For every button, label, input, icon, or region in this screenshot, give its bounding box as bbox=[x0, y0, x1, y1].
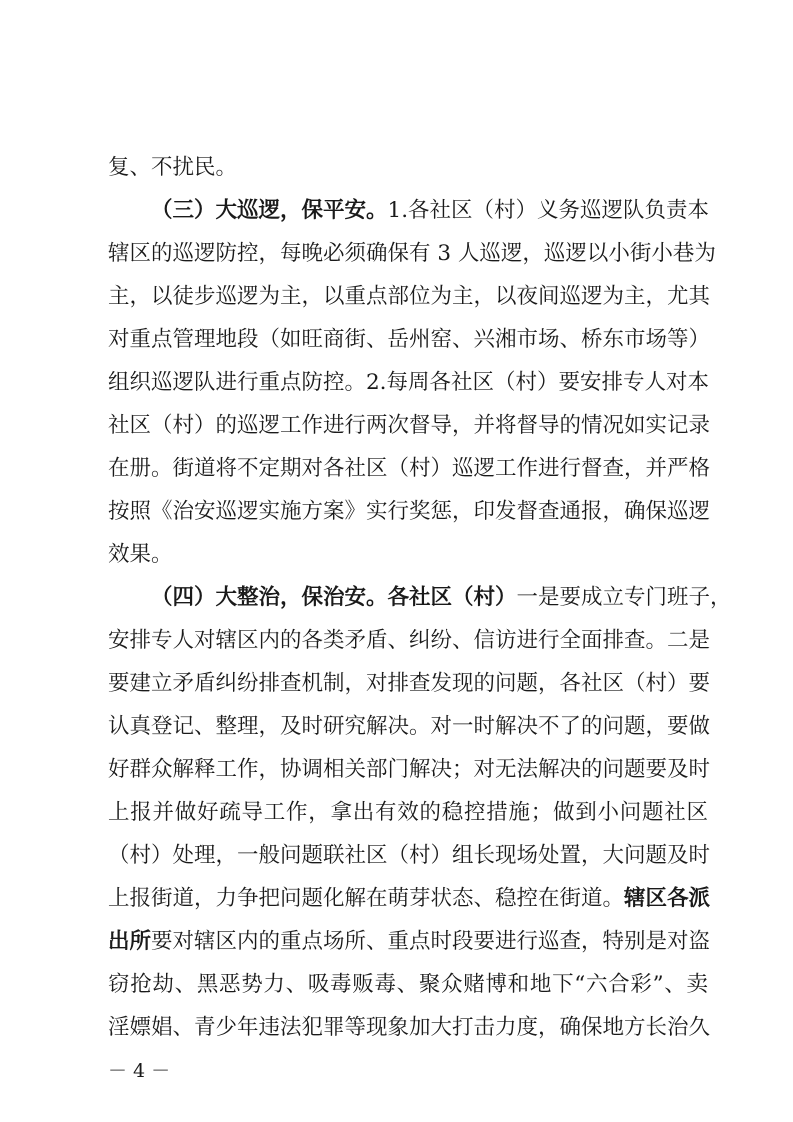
bold-phrase: 出所 bbox=[108, 929, 152, 954]
paragraph-line bbox=[108, 363, 708, 403]
section-4-heading: （四）大整治，保治安。各社区（村） bbox=[151, 585, 517, 610]
line-text: 组织巡逻队进行重点防控。2.每周各社区（村）要安排专人对本 bbox=[108, 370, 710, 395]
paragraph-line bbox=[108, 965, 708, 1005]
section-3-heading: （三）大巡逻，保平安。 bbox=[151, 198, 388, 223]
line-text: 上报街道，力争把问题化解在萌芽状态、稳控在街道。 bbox=[108, 886, 625, 911]
paragraph-line bbox=[108, 535, 708, 575]
line-text: 淫嫖娼、青少年违法犯罪等现象加大打击力度，确保地方长治久 bbox=[108, 1015, 711, 1040]
paragraph-line bbox=[108, 406, 711, 446]
paragraph-line bbox=[108, 707, 711, 747]
paragraph-line bbox=[108, 922, 711, 962]
bold-phrase: 辖区各派 bbox=[624, 886, 711, 911]
line-text: 认真登记、整理，及时研究解决。对一时解决不了的问题，要做 bbox=[108, 714, 711, 739]
line-text: 在册。街道将不定期对各社区（村）巡逻工作进行督查，并严格 bbox=[108, 456, 711, 481]
line-text: 效果。 bbox=[108, 542, 173, 567]
paragraph-line bbox=[108, 793, 708, 833]
line-text: 好群众解释工作，协调相关部门解决；对无法解决的问题要及时 bbox=[108, 757, 711, 782]
line-text: 按照《治安巡逻实施方案》实行奖惩，印发督查通报，确保巡逻 bbox=[108, 499, 711, 524]
section-3-first-line bbox=[151, 191, 708, 231]
paragraph-line bbox=[108, 234, 716, 274]
paragraph-line bbox=[108, 836, 711, 876]
line-text: 安排专人对辖区内的各类矛盾、纠纷、信访进行全面排查。二是 bbox=[108, 628, 711, 653]
paragraph-line bbox=[108, 148, 708, 188]
line-text: 社区（村）的巡逻工作进行两次督导，并将督导的情况如实记录 bbox=[108, 413, 711, 438]
line-text: （村）处理，一般问题联社区（村）组长现场处置，大问题及时 bbox=[108, 843, 711, 868]
paragraph-line bbox=[108, 621, 711, 661]
paragraph-line bbox=[108, 1008, 711, 1048]
line-text: 主，以徒步巡逻为主，以重点部位为主，以夜间巡逻为主，尤其 bbox=[108, 284, 711, 309]
paragraph-line bbox=[108, 750, 711, 790]
paragraph-line bbox=[108, 320, 711, 360]
line-text: 上报并做好疏导工作，拿出有效的稳控措施；做到小问题社区 bbox=[108, 800, 708, 825]
paragraph-line bbox=[108, 449, 711, 489]
line-text: 一是要成立专门班子， bbox=[516, 585, 732, 610]
line-text: 要对辖区内的重点场所、重点时段要进行巡查，特别是对盗 bbox=[151, 929, 711, 954]
paragraph-line bbox=[108, 879, 711, 919]
line-text: 1.各社区（村）义务巡逻队负责本 bbox=[387, 198, 710, 223]
line-text: 复、不扰民。 bbox=[108, 155, 238, 180]
line-text: 辖区的巡逻防控，每晚必须确保有 3 人巡逻，巡逻以小街小巷为 bbox=[108, 241, 716, 266]
line-text: 对重点管理地段（如旺商街、岳州窑、兴湘市场、桥东市场等） bbox=[108, 327, 711, 352]
paragraph-line bbox=[108, 664, 711, 704]
page-number: － 4 － bbox=[108, 1060, 171, 1082]
line-text: 要建立矛盾纠纷排查机制，对排查发现的问题，各社区（村）要 bbox=[108, 671, 711, 696]
paragraph-line bbox=[108, 492, 711, 532]
line-text: 窃抢劫、黑恶势力、吸毒贩毒、聚众赌博和地下“六合彩”、卖 bbox=[108, 972, 708, 997]
section-4-first-line bbox=[151, 578, 732, 618]
paragraph-line bbox=[108, 277, 711, 317]
